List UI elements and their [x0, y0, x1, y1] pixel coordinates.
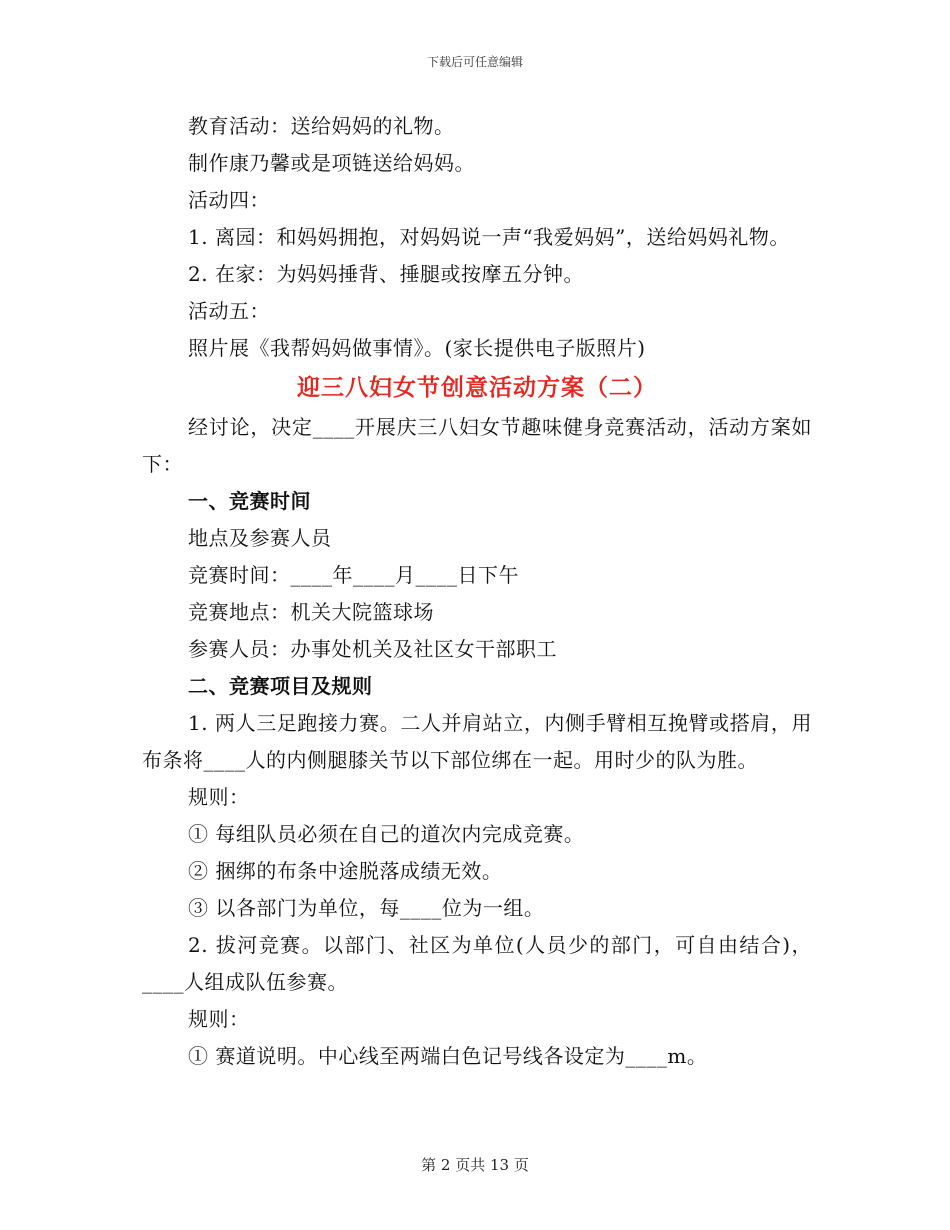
paragraph-line: 参赛人员：办事处机关及社区女干部职工	[188, 637, 557, 661]
paragraph-line: 活动五：	[188, 299, 270, 323]
paragraph-line: 教育活动：送给妈妈的礼物。	[188, 114, 455, 138]
paragraph-line: 1. 两人三足跑接力赛。二人并肩站立，内侧手臂相互挽臂或搭肩，用布条将____人的内侧腿膝关节以下部位绑在一起。用时少的队为胜。	[142, 711, 812, 772]
paragraph-line: 照片展《我帮妈妈做事情》。(家长提供电子版照片)	[188, 336, 646, 360]
section-heading: 一、竞赛时间	[188, 489, 311, 513]
section-heading: 二、竞赛项目及规则	[188, 674, 373, 698]
paragraph-line: 1. 离园：和妈妈拥抱，对妈妈说一声“我爱妈妈”，送给妈妈礼物。	[188, 225, 790, 249]
paragraph-line: 2. 拔河竞赛。以部门、社区为单位(人员少的部门，可自由结合)，____人组成队伍参赛。	[142, 933, 812, 994]
paragraph-line: 经讨论，决定____开展庆三八妇女节趣味健身竞赛活动，活动方案如下：	[142, 415, 812, 476]
page-header: 下载后可任意编辑	[426, 55, 523, 69]
paragraph-line: 规则：	[188, 785, 250, 809]
paragraph-line: 竞赛时间：____年____月____日下午	[188, 563, 519, 587]
paragraph-line: ① 每组队员必须在自己的道次内完成竞赛。	[188, 822, 585, 846]
paragraph-line: 活动四：	[188, 188, 270, 212]
document-body	[142, 108, 812, 1075]
paragraph-line: ① 赛道说明。中心线至两端白色记号线各设定为____m。	[188, 1044, 708, 1068]
paragraph-line: 竞赛地点：机关大院篮球场	[188, 600, 434, 624]
paragraph-line: 2. 在家：为妈妈捶背、捶腿或按摩五分钟。	[188, 262, 584, 286]
paragraph-line: 地点及参赛人员	[188, 526, 332, 550]
section-title: 迎三八妇女节创意活动方案（二）	[297, 374, 657, 401]
paragraph-line: ② 捆绑的布条中途脱落成绩无效。	[188, 859, 503, 883]
paragraph-line: 制作康乃馨或是项链送给妈妈。	[188, 151, 475, 175]
paragraph-line: 规则：	[188, 1007, 250, 1031]
paragraph-line: ③ 以各部门为单位，每____位为一组。	[188, 896, 545, 920]
page-footer: 第 2 页共 13 页	[421, 1156, 529, 1174]
